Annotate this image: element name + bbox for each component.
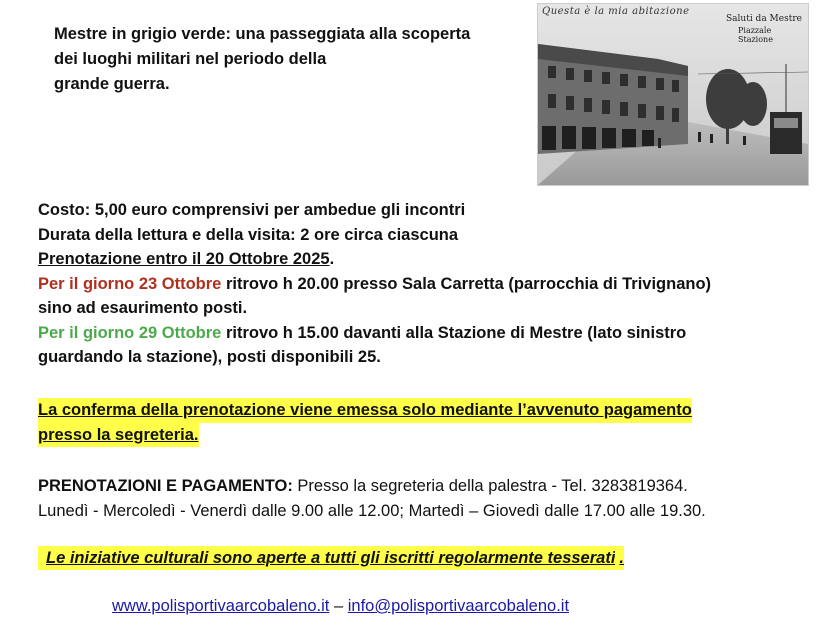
day1-text: ritrovo h 20.00 presso Sala Carretta (parrocchia di Trivignano) [221, 274, 712, 293]
cost-line: Costo: 5,00 euro comprensivi per ambedue gli incontri [38, 201, 466, 219]
postcard-subcaption: Piazzale Stazione [738, 26, 773, 44]
day2-label: Per il giorno 29 Ottobre [38, 323, 222, 342]
membership-notice-text [38, 546, 624, 570]
day1-label: Per il giorno 23 Ottobre [38, 274, 222, 293]
link-separator: – [329, 597, 348, 615]
booking-contact-text: Presso la segreteria della palestra - Tel. 3283819364. [292, 477, 688, 495]
office-hours: Lunedì - Mercoledì - Venerdì dalle 9.00 alle 12.00; Martedì – Giovedì dalle 17.00 alle 19.30. [38, 502, 706, 520]
email-link[interactable]: info@polisportivaarcobaleno.it [347, 597, 570, 615]
event-info [38, 198, 818, 370]
booking-deadline-period: . [329, 250, 335, 268]
day2-text: ritrovo h 15.00 davanti alla Stazione di Mestre (lato sinistro [221, 323, 687, 342]
day1-line [38, 272, 818, 297]
day2-line-2: guardando la stazione), posti disponibili 25. [38, 348, 381, 366]
booking-contact [38, 474, 706, 499]
booking-deadline-text: Prenotazione entro il 20 Ottobre 2025 [38, 250, 330, 268]
duration-line: Durata della lettura e della visita: 2 ore circa ciascuna [38, 225, 459, 244]
iniziative-period: . [615, 546, 624, 570]
iniziative-text: Le iniziative culturali sono aperte a tutti gli iscritti regolarmente tesserati [42, 546, 615, 570]
event-title [54, 22, 524, 97]
booking-payment-info [38, 474, 706, 524]
payment-confirmation-notice [38, 398, 692, 447]
booking-label: PRENOTAZIONI E PAGAMENTO: [38, 477, 293, 495]
contact-links [112, 594, 569, 618]
membership-notice [38, 546, 624, 570]
historic-postcard-photo [537, 3, 809, 186]
day1-line-2: sino ad esaurimento posti. [38, 299, 248, 317]
booking-deadline [38, 247, 818, 272]
handwritten-caption: Questa è la mia abitazione [542, 6, 690, 17]
website-link[interactable]: www.polisportivaarcobaleno.it [112, 597, 330, 615]
confirmation-line: La conferma della prenotazione viene emessa solo mediante l’avvenuto pagamento [38, 398, 692, 423]
title-line: dei luoghi militari nel periodo della [54, 50, 327, 68]
title-line: Mestre in grigio verde: una passeggiata alla scoperta [54, 25, 471, 43]
confirmation-line-2: presso la segreteria. [38, 423, 199, 448]
postcard-caption: Saluti da Mestre [726, 14, 802, 24]
day2-line [38, 321, 818, 346]
title-line: grande guerra. [54, 75, 170, 93]
